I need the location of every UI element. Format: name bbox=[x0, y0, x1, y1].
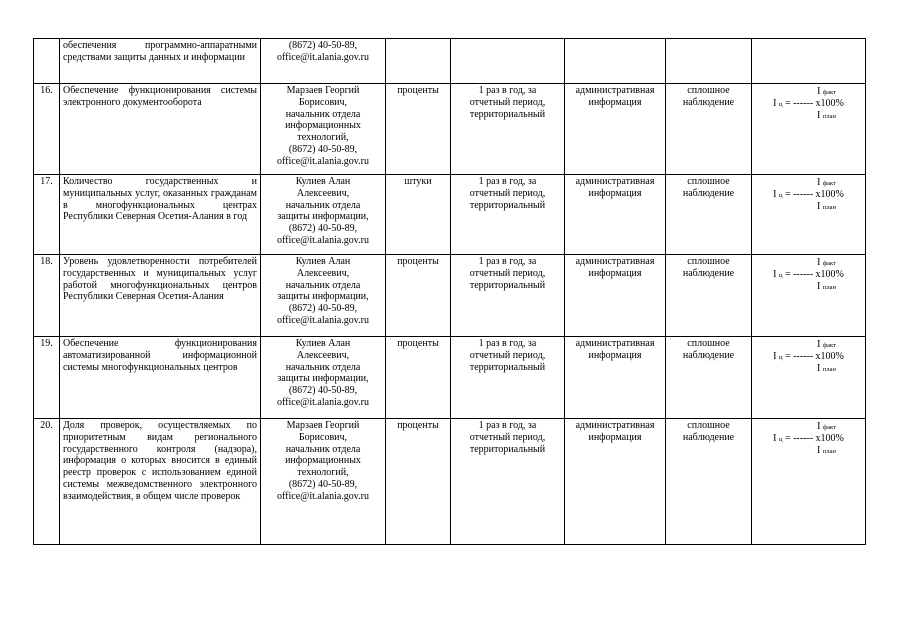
formula-denominator-sub: план bbox=[822, 113, 836, 120]
collection-method-line: наблюдение bbox=[682, 96, 735, 108]
formula-lhs: I bbox=[773, 269, 777, 280]
calculation-formula bbox=[752, 255, 866, 337]
responsible-line: Кулиев Алан bbox=[295, 338, 351, 349]
responsible-line: Алексеевич, bbox=[296, 187, 350, 199]
formula-expression: = ------ х100% bbox=[784, 269, 844, 280]
data-source bbox=[565, 419, 666, 545]
formula-lhs-sub: ц bbox=[778, 272, 783, 279]
indicator-name: Обеспечение функционирования системы электронного документооборота bbox=[60, 84, 261, 175]
responsible-line: Алексеевич, bbox=[296, 267, 350, 279]
table-row bbox=[34, 337, 866, 419]
formula-denominator: I bbox=[817, 445, 821, 456]
formula-expression: = ------ х100% bbox=[784, 98, 844, 109]
collection-method bbox=[666, 175, 752, 255]
collection-method-line: наблюдение bbox=[682, 431, 735, 443]
responsible-line: Борисович, bbox=[298, 431, 348, 443]
responsible-line: Марзаев Георгий bbox=[286, 420, 360, 431]
formula-numerator-sub: факт bbox=[822, 89, 836, 96]
row-number: 19. bbox=[34, 337, 60, 419]
row-number: 20. bbox=[34, 419, 60, 545]
collection-method bbox=[666, 337, 752, 419]
responsible-line: начальник отдела bbox=[285, 108, 361, 120]
formula-numerator-sub: факт bbox=[822, 424, 836, 431]
responsible-line: Алексеевич, bbox=[296, 349, 350, 361]
periodicity-line: 1 раз в год, за bbox=[478, 85, 537, 96]
data-source-line: информация bbox=[588, 267, 642, 279]
data-source-line: административная bbox=[575, 420, 655, 431]
formula-denominator-sub: план bbox=[822, 284, 836, 291]
responsible-line: Марзаев Георгий bbox=[286, 85, 360, 96]
unit-of-measure: проценты bbox=[386, 255, 451, 337]
row-number: 17. bbox=[34, 175, 60, 255]
indicator-name: Количество государственных и муниципальных услуг, оказанных гражданам в многофункциональных центрах Республики Северная Осетия-Алания в год bbox=[60, 175, 261, 255]
data-source-line: информация bbox=[588, 96, 642, 108]
responsible-line: office@it.alania.gov.ru bbox=[277, 234, 369, 246]
responsible-line: (8672) 40-50-89, bbox=[288, 223, 358, 235]
formula-expression: = ------ х100% bbox=[784, 433, 844, 444]
responsible-line: office@it.alania.gov.ru bbox=[277, 490, 369, 502]
periodicity bbox=[451, 255, 565, 337]
responsible-line: office@it.alania.gov.ru bbox=[277, 396, 369, 408]
formula-lhs: I bbox=[773, 98, 777, 109]
periodicity-line: отчетный период, bbox=[469, 187, 546, 199]
formula-block bbox=[755, 85, 862, 122]
periodicity-line: территориальный bbox=[469, 361, 546, 373]
data-source-line: административная bbox=[575, 256, 655, 267]
unit-of-measure bbox=[386, 39, 451, 84]
responsible-line: office@it.alania.gov.ru bbox=[277, 314, 369, 326]
responsible-line: защиты информации, bbox=[277, 291, 369, 303]
formula-denominator: I bbox=[817, 110, 821, 121]
data-source bbox=[565, 255, 666, 337]
indicator-name: Уровень удовлетворенности потребителей государственных и муниципальных услуг работой многофункциональных центров Республики Северная Осетия-Алания bbox=[60, 255, 261, 337]
responsible-line: начальник отдела bbox=[285, 443, 361, 455]
periodicity-line: отчетный период, bbox=[469, 267, 546, 279]
responsible-line: (8672) 40-50-89, bbox=[288, 143, 358, 155]
collection-method-line: сплошное bbox=[687, 85, 730, 96]
responsible-person bbox=[261, 255, 386, 337]
data-source-line: административная bbox=[575, 85, 655, 96]
collection-method bbox=[666, 84, 752, 175]
periodicity-line: 1 раз в год, за bbox=[478, 256, 537, 267]
periodicity-line: 1 раз в год, за bbox=[478, 176, 537, 187]
formula-denominator: I bbox=[817, 281, 821, 292]
periodicity bbox=[451, 84, 565, 175]
row-number: 18. bbox=[34, 255, 60, 337]
collection-method-line: сплошное bbox=[687, 256, 730, 267]
data-source-line: информация bbox=[588, 187, 642, 199]
formula-expression: = ------ х100% bbox=[784, 189, 844, 200]
formula-lhs-sub: ц bbox=[778, 101, 783, 108]
formula-denominator-sub: план bbox=[822, 366, 836, 373]
responsible-line: технологий, bbox=[297, 132, 349, 144]
formula-numerator: I bbox=[817, 339, 821, 350]
responsible-line: (8672) 40-50-89, bbox=[288, 385, 358, 397]
responsible-line: office@it.alania.gov.ru bbox=[277, 51, 369, 63]
collection-method-line: наблюдение bbox=[682, 349, 735, 361]
formula-lhs-sub: ц bbox=[778, 436, 783, 443]
periodicity-line: 1 раз в год, за bbox=[478, 338, 537, 349]
responsible-line: информационных bbox=[285, 120, 361, 132]
periodicity-line: территориальный bbox=[469, 199, 546, 211]
table-row bbox=[34, 255, 866, 337]
responsible-person bbox=[261, 84, 386, 175]
collection-method bbox=[666, 419, 752, 545]
formula-expression: = ------ х100% bbox=[784, 351, 844, 362]
periodicity bbox=[451, 175, 565, 255]
formula-lhs: I bbox=[773, 433, 777, 444]
periodicity bbox=[451, 39, 565, 84]
formula-numerator: I bbox=[817, 257, 821, 268]
table-row bbox=[34, 84, 866, 175]
periodicity bbox=[451, 419, 565, 545]
responsible-line: начальник отдела bbox=[285, 361, 361, 373]
formula-block bbox=[755, 176, 862, 213]
row-number: 16. bbox=[34, 84, 60, 175]
periodicity-line: отчетный период, bbox=[469, 431, 546, 443]
unit-of-measure: проценты bbox=[386, 84, 451, 175]
table-body bbox=[34, 39, 866, 545]
formula-denominator: I bbox=[817, 363, 821, 374]
formula-numerator-sub: факт bbox=[822, 180, 836, 187]
data-source-line: административная bbox=[575, 338, 655, 349]
formula-block bbox=[755, 256, 862, 293]
data-source bbox=[565, 84, 666, 175]
collection-method-line: наблюдение bbox=[682, 267, 735, 279]
responsible-line: технологий, bbox=[297, 467, 349, 479]
responsible-person bbox=[261, 175, 386, 255]
periodicity-line: территориальный bbox=[469, 108, 546, 120]
unit-of-measure: проценты bbox=[386, 337, 451, 419]
indicator-name: Обеспечение функционирования автоматизированной информационной системы многофункциональных центров bbox=[60, 337, 261, 419]
unit-of-measure: штуки bbox=[386, 175, 451, 255]
formula-block bbox=[755, 338, 862, 375]
periodicity bbox=[451, 337, 565, 419]
collection-method-line: сплошное bbox=[687, 176, 730, 187]
responsible-person bbox=[261, 39, 386, 84]
formula-numerator: I bbox=[817, 421, 821, 432]
responsible-person bbox=[261, 337, 386, 419]
formula-denominator: I bbox=[817, 201, 821, 212]
periodicity-line: территориальный bbox=[469, 279, 546, 291]
table-row bbox=[34, 39, 866, 84]
data-source bbox=[565, 39, 666, 84]
responsible-line: (8672) 40-50-89, bbox=[288, 40, 358, 51]
calculation-formula bbox=[752, 419, 866, 545]
formula-block bbox=[755, 420, 862, 457]
data-source bbox=[565, 175, 666, 255]
responsible-line: начальник отдела bbox=[285, 199, 361, 211]
responsible-line: Борисович, bbox=[298, 96, 348, 108]
formula-numerator-sub: факт bbox=[822, 260, 836, 267]
table-row bbox=[34, 419, 866, 545]
periodicity-line: отчетный период, bbox=[469, 349, 546, 361]
responsible-line: Кулиев Алан bbox=[295, 256, 351, 267]
unit-of-measure: проценты bbox=[386, 419, 451, 545]
collection-method bbox=[666, 255, 752, 337]
periodicity-line: отчетный период, bbox=[469, 96, 546, 108]
calculation-formula bbox=[752, 337, 866, 419]
indicators-table bbox=[33, 38, 866, 545]
collection-method bbox=[666, 39, 752, 84]
responsible-line: начальник отдела bbox=[285, 279, 361, 291]
formula-lhs: I bbox=[773, 351, 777, 362]
data-source-line: информация bbox=[588, 349, 642, 361]
formula-numerator: I bbox=[817, 177, 821, 188]
data-source-line: административная bbox=[575, 176, 655, 187]
responsible-line: информационных bbox=[285, 455, 361, 467]
indicator-name: Доля проверок, осуществляемых по приоритетным видам регионального государственного контроля (надзора), информация о которых вносится в единый реестр проверок с использованием единой системы межведомственного электронного взаимодействия, в общем числе проверок bbox=[60, 419, 261, 545]
indicator-name: обеспечения программно-аппаратными средствами защиты данных и информации bbox=[60, 39, 261, 84]
calculation-formula bbox=[752, 39, 866, 84]
formula-lhs-sub: ц bbox=[778, 354, 783, 361]
data-source-line: информация bbox=[588, 431, 642, 443]
table-row bbox=[34, 175, 866, 255]
responsible-person bbox=[261, 419, 386, 545]
row-number bbox=[34, 39, 60, 84]
responsible-line: защиты информации, bbox=[277, 373, 369, 385]
collection-method-line: сплошное bbox=[687, 420, 730, 431]
collection-method-line: сплошное bbox=[687, 338, 730, 349]
formula-lhs: I bbox=[773, 189, 777, 200]
responsible-line: office@it.alania.gov.ru bbox=[277, 155, 369, 167]
calculation-formula bbox=[752, 84, 866, 175]
data-source bbox=[565, 337, 666, 419]
responsible-line: защиты информации, bbox=[277, 211, 369, 223]
formula-numerator: I bbox=[817, 86, 821, 97]
periodicity-line: 1 раз в год, за bbox=[478, 420, 537, 431]
responsible-line: Кулиев Алан bbox=[295, 176, 351, 187]
formula-denominator-sub: план bbox=[822, 448, 836, 455]
calculation-formula bbox=[752, 175, 866, 255]
collection-method-line: наблюдение bbox=[682, 187, 735, 199]
formula-denominator-sub: план bbox=[822, 204, 836, 211]
responsible-line: (8672) 40-50-89, bbox=[288, 478, 358, 490]
responsible-line: (8672) 40-50-89, bbox=[288, 303, 358, 315]
periodicity-line: территориальный bbox=[469, 443, 546, 455]
formula-lhs-sub: ц bbox=[778, 192, 783, 199]
formula-numerator-sub: факт bbox=[822, 342, 836, 349]
